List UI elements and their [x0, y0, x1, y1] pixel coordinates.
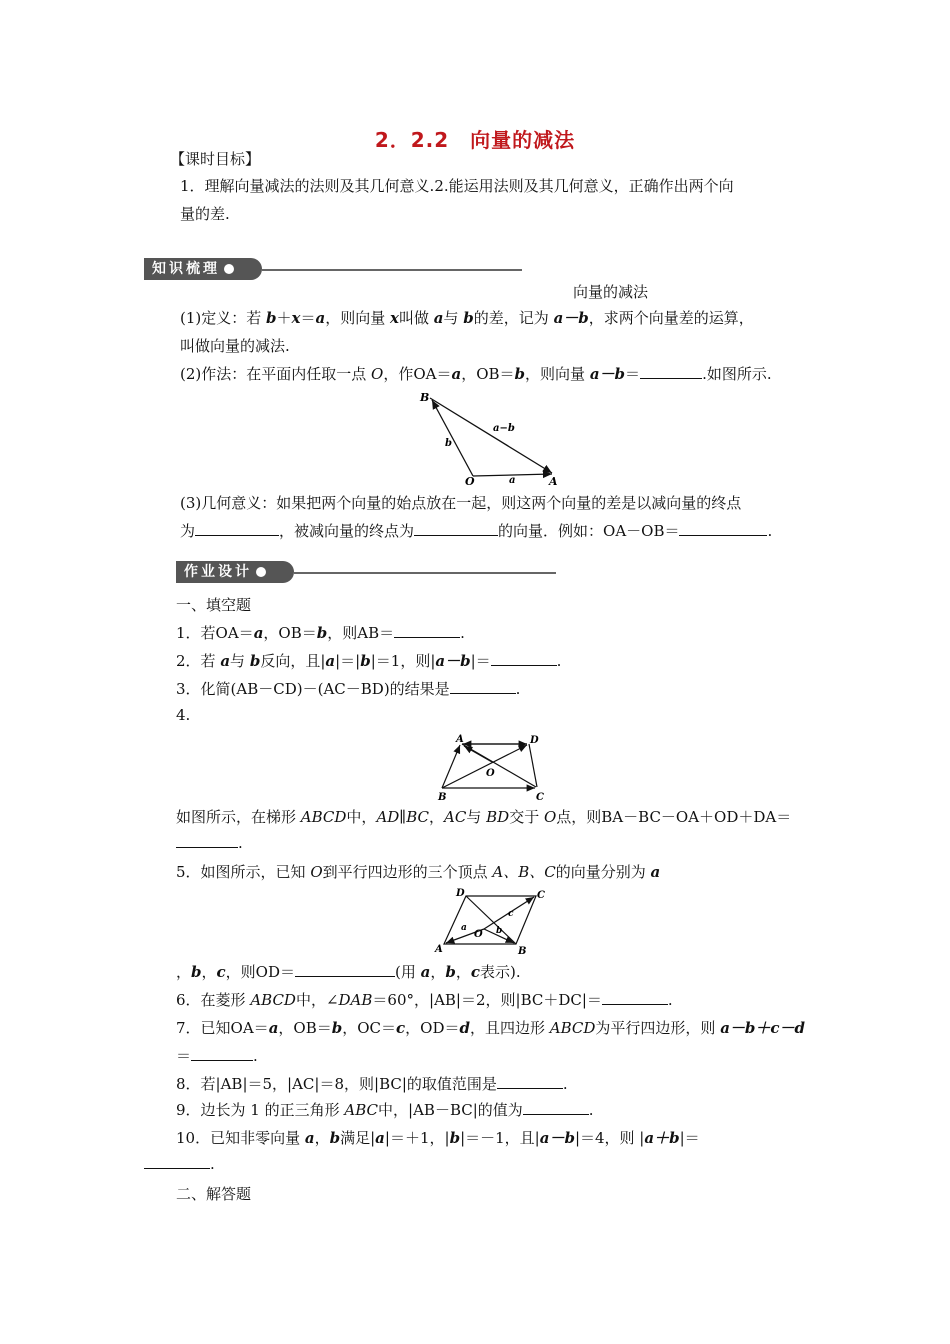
objective-heading: 【课时目标】 — [170, 150, 261, 168]
bullet-dot-icon — [256, 567, 266, 577]
section-header-knowledge — [144, 258, 262, 280]
label-b: b — [496, 926, 503, 936]
header-rule — [294, 572, 556, 574]
answer-blank[interactable] — [450, 692, 516, 694]
label-C: C — [537, 890, 545, 901]
vector-triangle-figure — [415, 388, 565, 488]
question-3: 3．化简(AB－CD)－(AC－BD)的结果是 . — [176, 680, 521, 698]
question-4-blank-line: . — [176, 834, 243, 852]
answer-blank[interactable] — [491, 664, 557, 666]
label-B: B — [438, 792, 447, 802]
label-c: c — [508, 909, 514, 919]
answer-blank[interactable] — [144, 1167, 210, 1169]
part2-heading: 二、解答题 — [176, 1185, 252, 1203]
label-A: A — [456, 734, 464, 745]
label-B: B — [518, 946, 527, 956]
label-A: A — [435, 944, 443, 955]
part1-heading: 一、填空题 — [176, 596, 252, 614]
question-7: 7．已知OA＝a，OB＝b，OC＝c，OD＝d，且四边形 ABCD为平行四边形，则 a－b＋c－d — [176, 1019, 806, 1037]
label-b: b — [445, 438, 452, 449]
question-4-text: 如图所示，在梯形 ABCD中，AD∥BC，AC与 BD交于 O点，则BA－BC－OA＋OD＋DA＝ — [176, 808, 792, 826]
answer-blank[interactable] — [414, 534, 498, 536]
question-1: 1．若OA＝a，OB＝b，则AB＝ . — [176, 624, 465, 642]
label-D: D — [530, 735, 539, 746]
geo-line2: 为 ，被减向量的终点为 的向量．例如：OA－OB＝ . — [180, 522, 773, 540]
answer-blank[interactable] — [394, 636, 460, 638]
label-A: A — [549, 475, 558, 488]
question-10: 10．已知非零向量 a，b满足|a|＝＋1，|b|＝－1，且|a－b|＝4，则 |a＋b|＝ — [176, 1129, 700, 1147]
label-O: O — [486, 768, 495, 779]
answer-blank[interactable] — [679, 534, 767, 536]
label-D: D — [456, 888, 465, 899]
label-O: O — [465, 475, 475, 488]
page-title: 2．2.2 向量的减法 — [374, 128, 576, 152]
question-2: 2．若 a与 b反向，且|a|＝|b|＝1，则|a－b|＝ . — [176, 652, 562, 670]
question-5-cont: ，b，c，则OD＝ (用 a，b，c表示). — [176, 963, 521, 981]
section-header-label: 作业设计 — [184, 564, 252, 580]
question-10-blank-line: . — [144, 1155, 215, 1173]
question-8: 8．若|AB|＝5，|AC|＝8，则|BC|的取值范围是 . — [176, 1075, 568, 1093]
vector-amb-line — [430, 398, 552, 473]
label-O: O — [474, 929, 483, 940]
section-header-homework — [176, 561, 294, 583]
answer-blank[interactable] — [295, 975, 395, 977]
label-amb: a−b — [493, 423, 515, 434]
header-rule — [262, 269, 522, 271]
question-4-number: 4. — [176, 706, 191, 724]
answer-blank[interactable] — [497, 1087, 563, 1089]
label-a: a — [509, 475, 516, 486]
question-9: 9．边长为 1 的正三角形 ABC中，|AB－BC|的值为 . — [176, 1101, 594, 1119]
subtitle: 向量的减法 — [573, 283, 649, 301]
objective-line1: 1．理解向量减法的法则及其几何意义.2.能运用法则及其几何意义，正确作出两个向 — [180, 177, 734, 195]
answer-blank[interactable] — [195, 534, 279, 536]
answer-blank[interactable] — [602, 1003, 668, 1005]
section-header-label: 知识梳理 — [152, 261, 220, 277]
method-line: (2)作法：在平面内任取一点 O，作OA＝a，OB＝b，则向量 a－b＝ .如图所示. — [180, 365, 772, 383]
question-5: 5．如图所示，已知 O到平行四边形的三个顶点 A、B、C的向量分别为 a — [176, 863, 661, 881]
answer-blank[interactable] — [191, 1059, 253, 1061]
objective-line2: 量的差. — [180, 205, 230, 223]
geo-line1: (3)几何意义：如果把两个向量的始点放在一起，则这两个向量的差是以减向量的终点 — [180, 494, 742, 512]
parallelogram-figure — [428, 884, 553, 956]
label-C: C — [536, 792, 544, 802]
label-a: a — [461, 923, 467, 933]
question-6: 6．在菱形 ABCD中，∠DAB＝60°，|AB|＝2，则|BC＋DC|＝ . — [176, 991, 673, 1009]
label-B: B — [420, 391, 430, 404]
definition-line1: (1)定义：若 b＋x＝a，则向量 x叫做 a与 b的差，记为 a－b，求两个向量差的运算， — [180, 309, 754, 327]
question-7-cont: ＝ . — [176, 1047, 258, 1065]
definition-line2: 叫做向量的减法. — [180, 337, 290, 355]
trapezoid-figure — [430, 730, 550, 802]
answer-blank[interactable] — [640, 377, 702, 379]
answer-blank[interactable] — [176, 846, 238, 848]
answer-blank[interactable] — [523, 1113, 589, 1115]
bullet-dot-icon — [224, 264, 234, 274]
